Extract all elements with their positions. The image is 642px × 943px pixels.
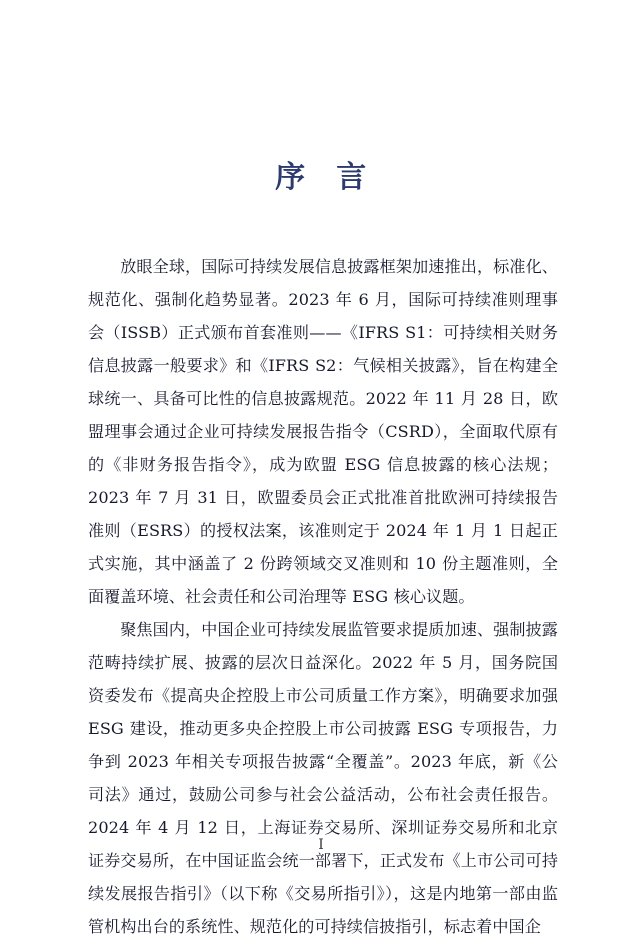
page-title: 序 言 [275,160,367,195]
paragraph: 聚焦国内，中国企业可持续发展监管要求提质加速、强制披露范畴持续扩展、披露的层次日益深化。2022 年 5 月，国务院国资委发布《提高央企控股上市公司质量工作方案》，明确要求加强 ESG 建设，推动更多央企控股上市公司披露 ESG 专项报告，力争到 2023 年相关专项报告披露“全覆盖”。2023 年底，新《公司法》通过，鼓励公司参与社会公益活动，公布社会责任报告。2024 年 4 月 12 日，上海证券交易所、深圳证券交易所和北京证券交易所，在中国证监会统一部署下，正式发布《上市公司可持续发展报告指引》（以下称《交易所指引》），这是内地第一部由监管机构出台的系统性、规范化的可持续信披指引，标志着中国企 [88,620,558,936]
page-number: I [318,837,324,853]
paragraph: 放眼全球，国际可持续发展信息披露框架加速推出，标准化、规范化、强制化趋势显著。2023 年 6 月，国际可持续准则理事会（ISSB）正式颁布首套准则——《IFRS S1：可持续相关财务信息披露一般要求》和《IFRS S2：气候相关披露》，旨在构建全球统一、具备可比性的信息披露规范。2022 年 11 月 28 日，欧盟理事会通过企业可持续发展报告指令（CSRD），全面取代原有的《非财务报告指令》，成为欧盟 ESG 信息披露的核心法规；2023 年 7 月 31 日，欧盟委员会正式批准首批欧洲可持续报告准则（ESRS）的授权法案，该准则定于 2024 年 1 月 1 日起正式实施，其中涵盖了 2 份跨领域交叉准则和 10 份主题准则，全面覆盖环境、社会责任和公司治理等 ESG 核心议题。 [88,257,558,606]
